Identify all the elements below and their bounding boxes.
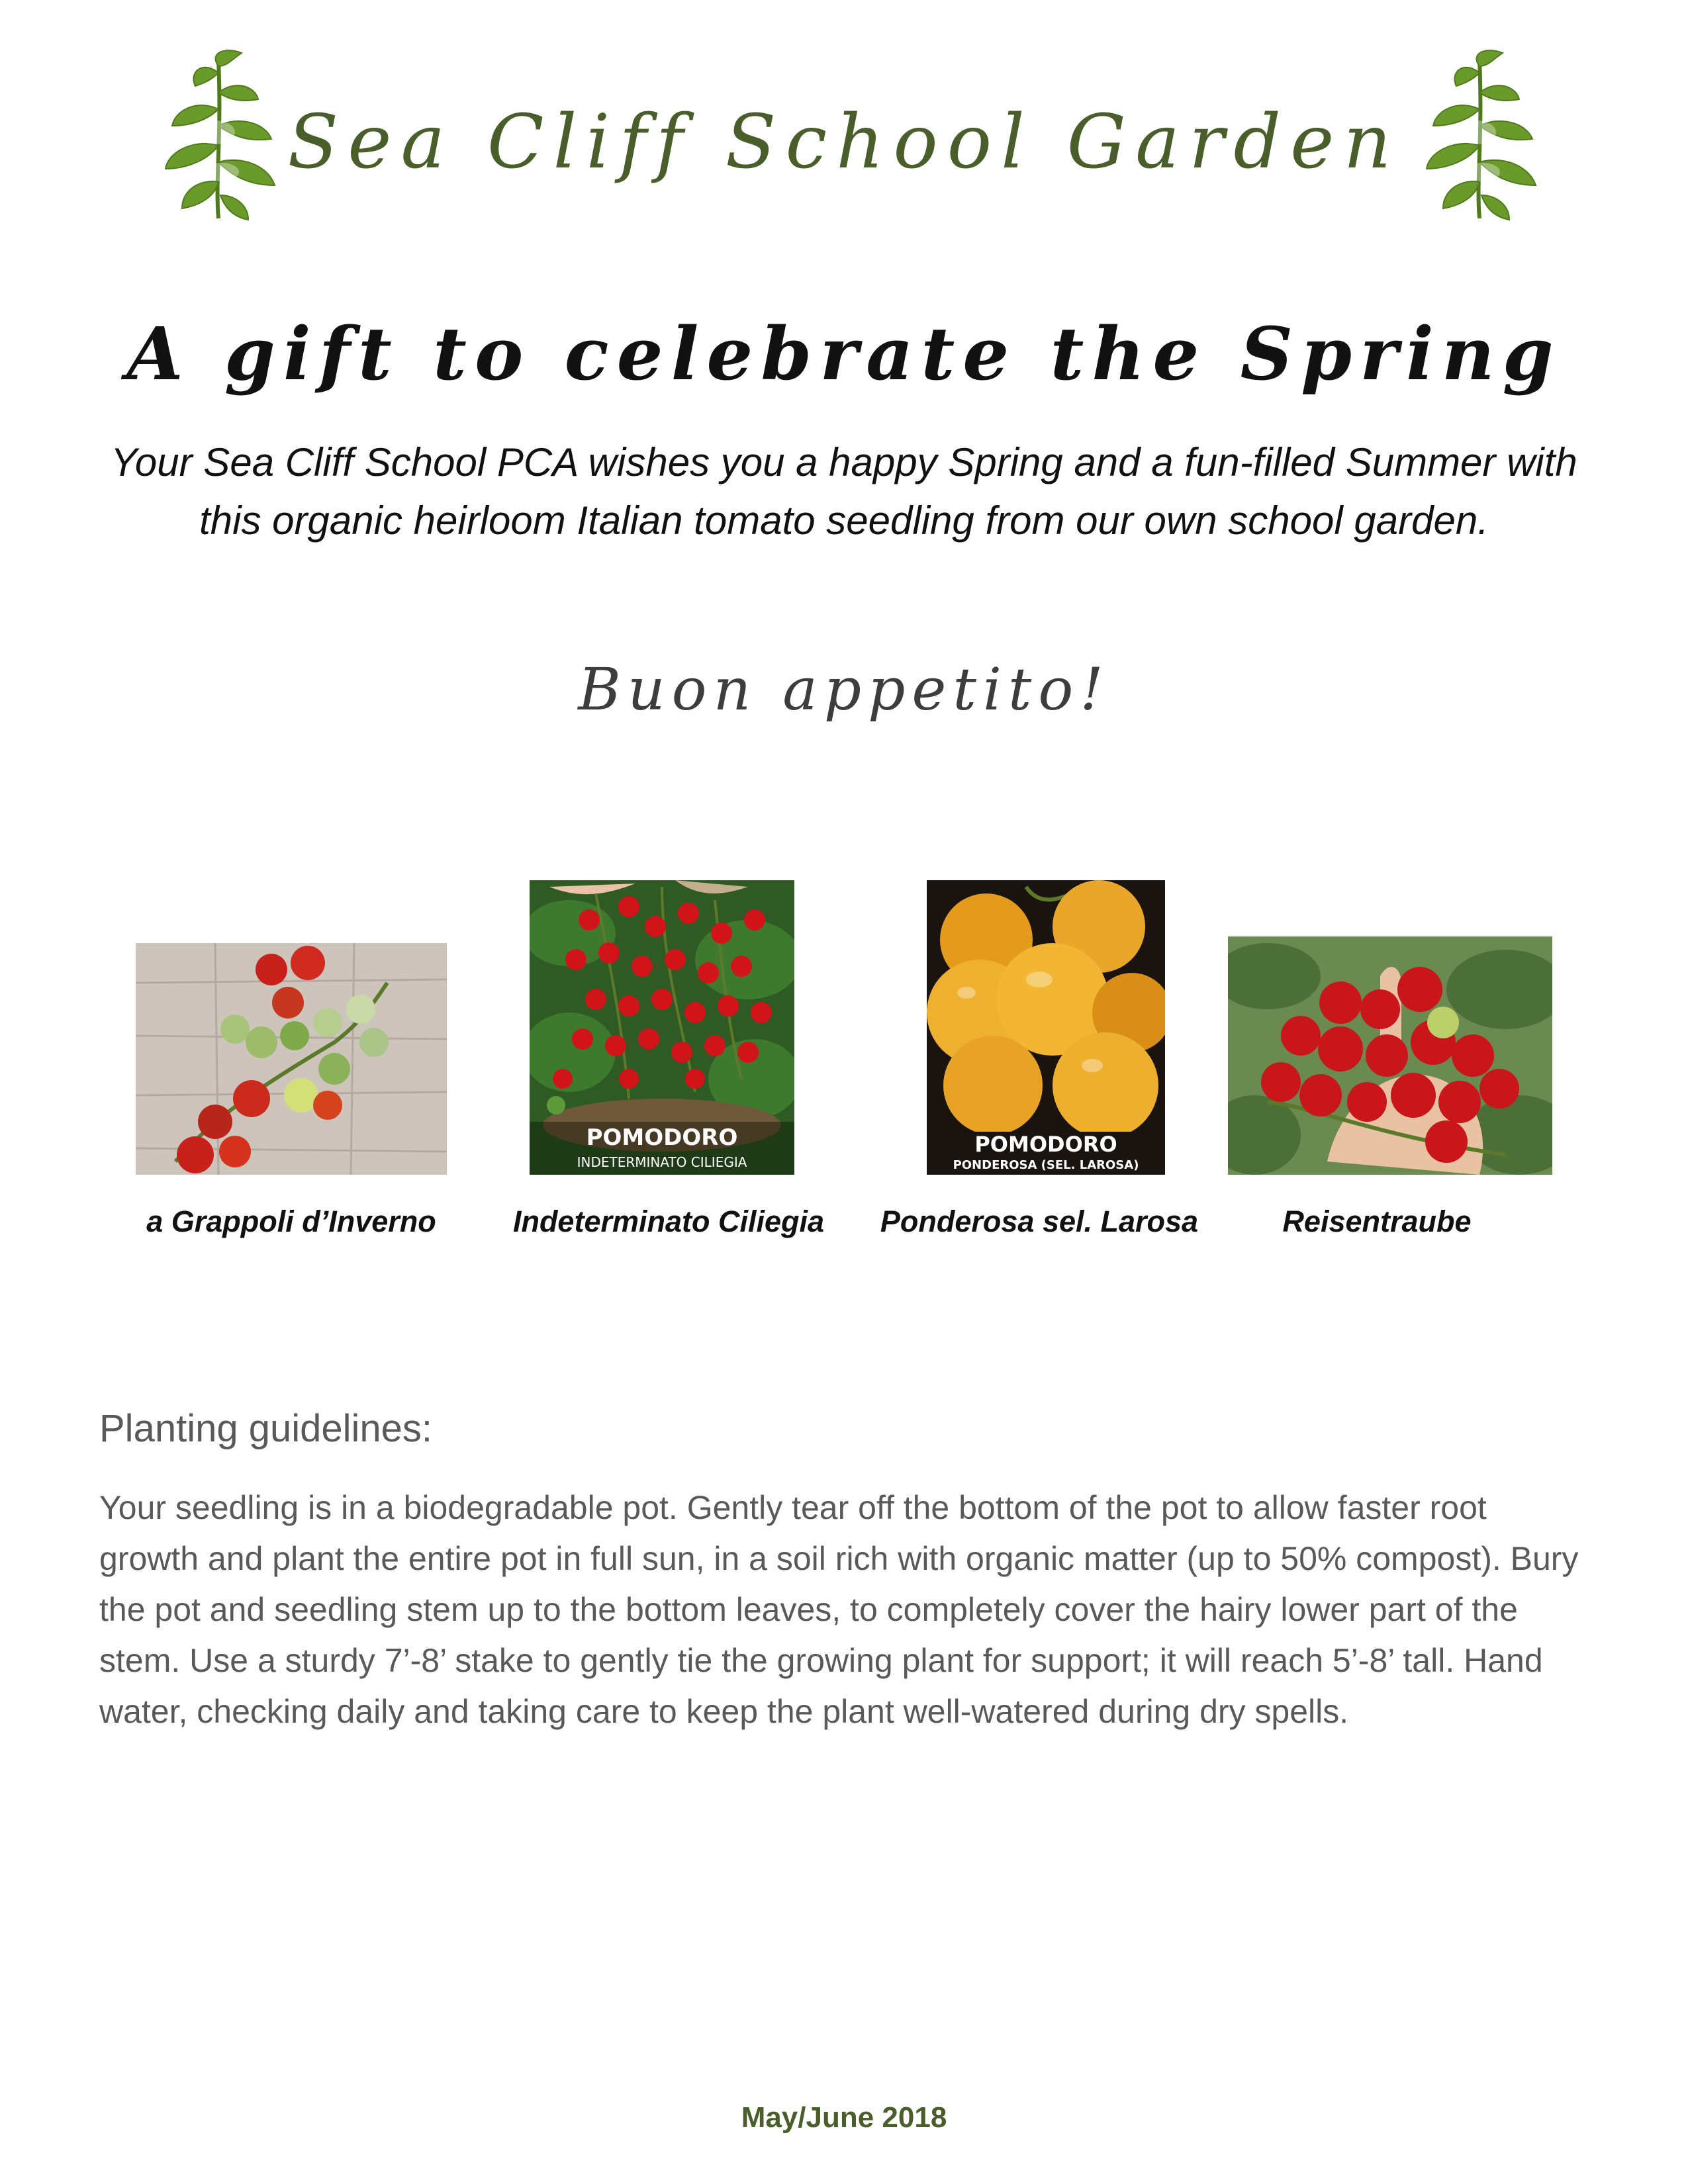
package-subtitle: INDETERMINATO CILIEGIA [577,1154,747,1170]
greeting: Buon appetito! [578,655,1110,723]
package-brand: POMODORO [974,1132,1117,1157]
tomato-vine-photo [136,943,447,1175]
variety-caption: Indeterminato Ciliegia [512,1205,825,1238]
planting-heading: Planting guidelines: [99,1407,433,1450]
tomato-cluster-in-hand-photo [1228,936,1552,1175]
page-title: Sea Cliff School Garden [287,99,1401,185]
package-subtitle: PONDEROSA (SEL. LAROSA) [953,1158,1139,1172]
package-brand: POMODORO [586,1124,738,1151]
variety-caption: a Grappoli d’Inverno [146,1205,436,1238]
variety-caption: Ponderosa sel. Larosa [880,1205,1199,1238]
cherry-tomato-packet-photo [530,880,794,1175]
intro-text: Your Sea Cliff School PCA wishes you a happy Spring and a fun-filled Summer with this organic heirloom Italian tomato seedling from our own school garden. [111,440,1577,543]
headline: A gift to celebrate the Spring [126,311,1562,396]
yellow-tomato-packet-photo [927,880,1165,1175]
variety-caption: Reisentraube [1282,1205,1472,1238]
footer-date: May/June 2018 [741,2101,947,2134]
planting-body: Your seedling is in a biodegradable pot. Gently tear off the bottom of the pot to allow faster root growth and plant the entire pot in full sun, in a soil rich with organic matter (up to 50% compost). Bury the pot and seedling stem up to the bottom leaves, to completely cover the hairy lower part of the stem. Use a sturdy 7’-8’ stake to gently tie the growing plant for support; it will reach 5’-8’ tall. Hand water, checking daily and taking care to keep the plant well-watered during dry spells. [99,1489,1579,1730]
